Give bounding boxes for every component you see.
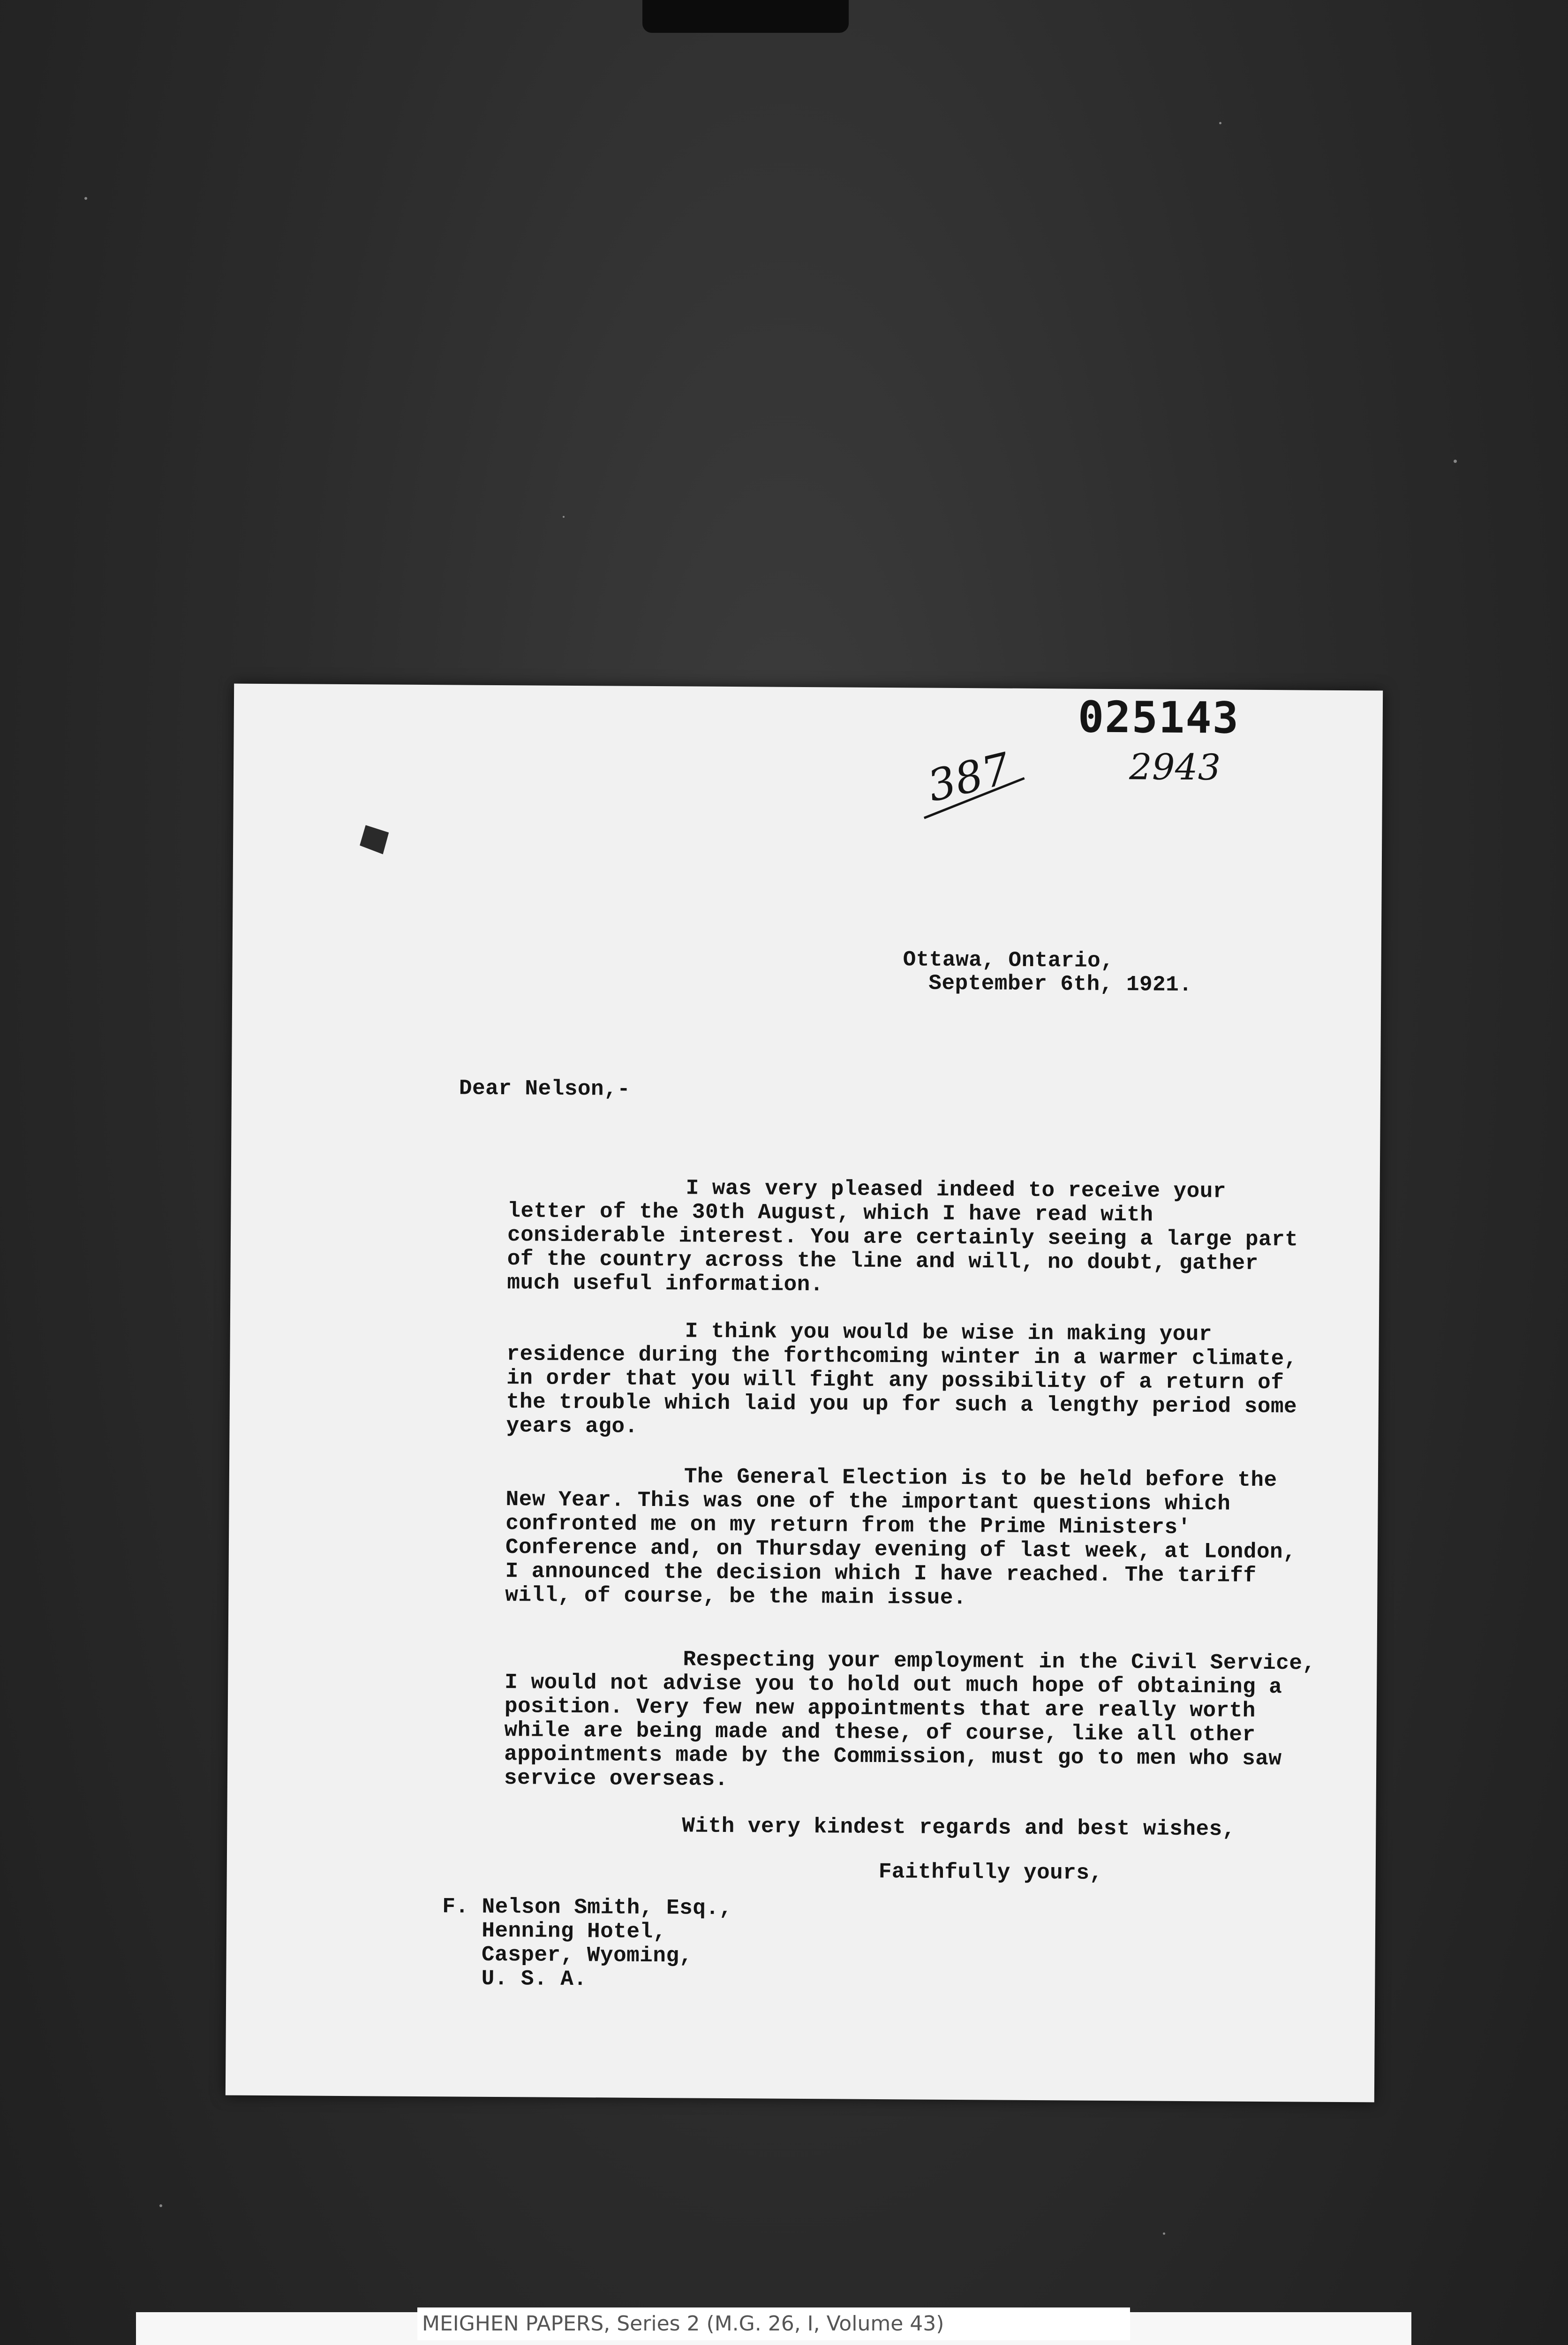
- addressee-line: Henning Hotel,: [442, 1918, 666, 1944]
- letter-paragraph: I was very pleased indeed to receive your letter of the 30th August, which I have read with considerable interest. You are certainly seeing a large part of the country across the line and will, no doubt, gather much useful information.: [507, 1176, 1298, 1297]
- series-reference: MEIGHEN PAPERS, Series 2 (M.G. 26, I, Volume 43): [417, 2307, 1130, 2340]
- archive-label-card: [136, 2312, 1411, 2345]
- film-clip: [642, 0, 849, 33]
- sign-off: Faithfully yours,: [878, 1859, 1103, 1885]
- letter-date: September 6th, 1921.: [928, 971, 1192, 998]
- addressee-block: [442, 1895, 732, 1992]
- addressee-line: Casper, Wyoming,: [442, 1942, 693, 1968]
- salutation: Dear Nelson,-: [459, 1076, 631, 1102]
- film-speck: [1454, 460, 1457, 463]
- punch-hole: [360, 825, 389, 854]
- handwritten-page-number: 2943: [1129, 746, 1221, 788]
- film-speck: [84, 197, 87, 200]
- film-speck: [1219, 122, 1221, 124]
- letter-paragraph: The General Election is to be held before the New Year. This was one of the important questions which confronted me on my return from the Prime Ministers' Conference and, on Thursday evening of last week, at London, I announced the decision which I have reached. The tariff will, of course, be the main issue.: [505, 1464, 1297, 1611]
- letter-place: Ottawa, Ontario,: [903, 947, 1114, 974]
- film-speck: [1163, 2232, 1165, 2235]
- struck-out-number: 387: [922, 743, 1016, 812]
- addressee-line: U. S. A.: [442, 1966, 587, 1992]
- letter-paragraph: Respecting your employment in the Civil Service, I would not advise you to hold out much hope of obtaining a position. Very few new appointments that are really worth while are being made and these, of course, like all other appointments made by the Commission, must go to men who saw service overseas.: [504, 1647, 1316, 1792]
- letter-page: [226, 684, 1383, 2103]
- film-speck: [563, 516, 565, 518]
- document-stamp-number: 025143: [1078, 692, 1240, 743]
- film-speck: [159, 2204, 162, 2207]
- addressee-line: F. Nelson Smith, Esq.,: [442, 1894, 732, 1921]
- closing-line: With very kindest regards and best wishes,: [682, 1814, 1236, 1842]
- letter-paragraph: I think you would be wise in making your residence during the forthcoming winter in a warmer climate, in order that you will fight any possibility of a return of the trouble which laid you up for such a lengthy period some years ago.: [506, 1319, 1297, 1439]
